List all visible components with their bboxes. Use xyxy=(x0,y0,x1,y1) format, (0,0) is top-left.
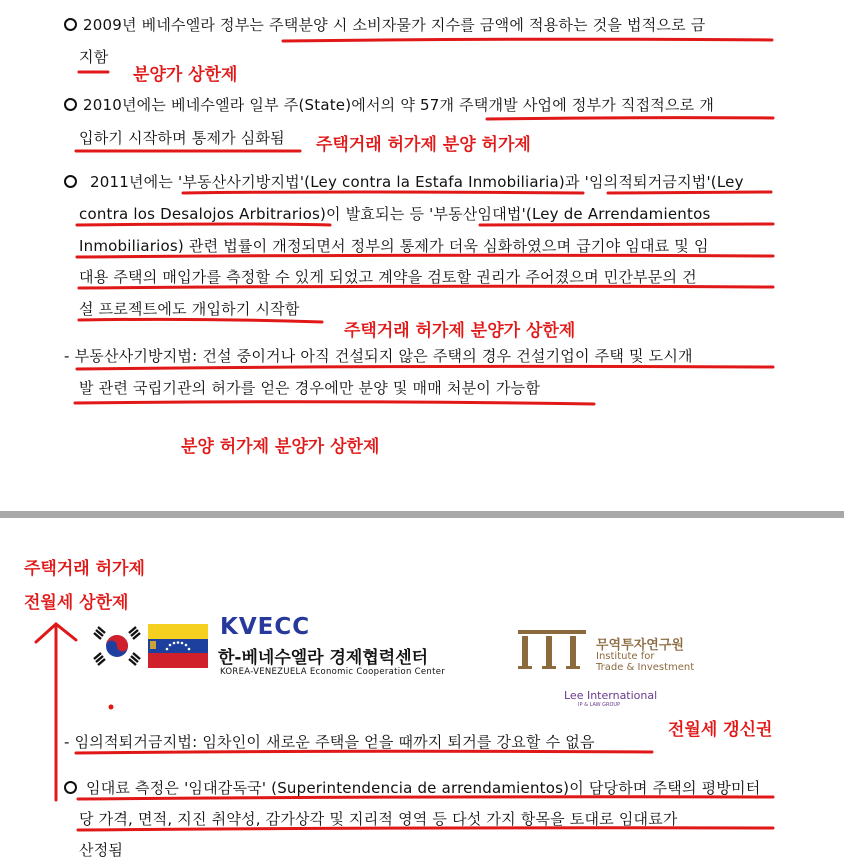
para-2-line-1: 2010년에는 베네수엘라 일부 주(State)에서의 약 57개 주택개발 사업에 정부가 직접적으로 개 xyxy=(83,96,715,114)
lee-international-subtitle: IP & LAW GROUP xyxy=(578,702,621,708)
annotation-renewal-right: 전월세 갱신권 xyxy=(668,720,773,740)
para-1-line-1: 2009년 베네수엘라 정부는 주택분양 시 소비자물가 지수를 금액에 적용하는 것을 법적으로 금 xyxy=(83,16,706,34)
para-3-line-1: 2011년에는 '부동산사기방지법'(Ley contra la Estafa Inmobiliaria)과 '임의적퇴거금지법'(Ley xyxy=(90,173,744,191)
iti-logo-english-line-2: Trade & Investment xyxy=(596,662,695,673)
iti-logo-korean: 무역투자연구원 xyxy=(596,638,684,653)
detail-1-line-1: - 부동산사기방지법: 건설 중이거나 아직 건설되지 않은 주택의 경우 건설기업이 주택 및 도시개 xyxy=(64,347,693,365)
para-4-line-3: 산정됨 xyxy=(79,841,124,859)
lee-international-logo: Lee International xyxy=(564,689,658,702)
annotation-price-cap: 분양가 상한제 xyxy=(133,65,238,85)
para-3-line-2: contra los Desalojos Arbitrarios)이 발효되는 등 '부동산임대법'(Ley de Arrendamientos xyxy=(79,205,711,223)
para-3-line-5: 설 프로젝트에도 개입하기 시작함 xyxy=(79,300,300,318)
annotation-transaction-permit-sale-permit: 주택거래 허가제 분양 허가제 xyxy=(316,135,531,155)
iti-logo-english-line-1: Institute for xyxy=(596,651,655,662)
para-4-line-2: 당 가격, 면적, 지진 취약성, 감가상각 및 지리적 영역 등 다섯 가지 항목을 토대로 임대료가 xyxy=(79,810,678,828)
para-3-line-4: 대용 주택의 매입가를 측정할 수 있게 되었고 계약을 검토할 권리가 주어졌으며 민간부문의 건 xyxy=(79,268,697,286)
detail-1-line-2: 발 관련 국립기관의 허가를 얻은 경우에만 분양 및 매매 처분이 가능함 xyxy=(79,379,541,397)
kvecc-logo-title: KVECC xyxy=(220,614,311,640)
para-2-line-2: 입하기 시작하며 통제가 심화됨 xyxy=(79,129,285,147)
kvecc-logo-english: KOREA-VENEZUELA Economic Cooperation Center xyxy=(220,667,446,677)
para-4-line-1: 임대료 측정은 '임대감독국' (Superintendencia de arrendamientos)이 담당하며 주택의 평방미터 xyxy=(86,779,761,797)
annotation-rent-cap: 전월세 상한제 xyxy=(24,593,129,613)
annotation-transaction-permit-price-cap: 주택거래 허가제 분양가 상한제 xyxy=(344,321,576,341)
annotation-sale-permit-price-cap: 분양 허가제 분양가 상한제 xyxy=(181,437,380,457)
annotation-transaction-permit: 주택거래 허가제 xyxy=(24,559,145,579)
para-1-line-2: 지함 xyxy=(79,48,109,66)
kvecc-logo-korean: 한-베네수엘라 경제협력센터 xyxy=(218,648,429,668)
detail-2: - 임의적퇴거금지법: 임차인이 새로운 주택을 얻을 때까지 퇴거를 강요할 수 없음 xyxy=(64,733,595,751)
para-3-line-3: Inmobiliarios) 관련 법률이 개정되면서 정부의 통제가 더욱 심화하였으며 급기야 임대료 및 임 xyxy=(79,237,709,255)
